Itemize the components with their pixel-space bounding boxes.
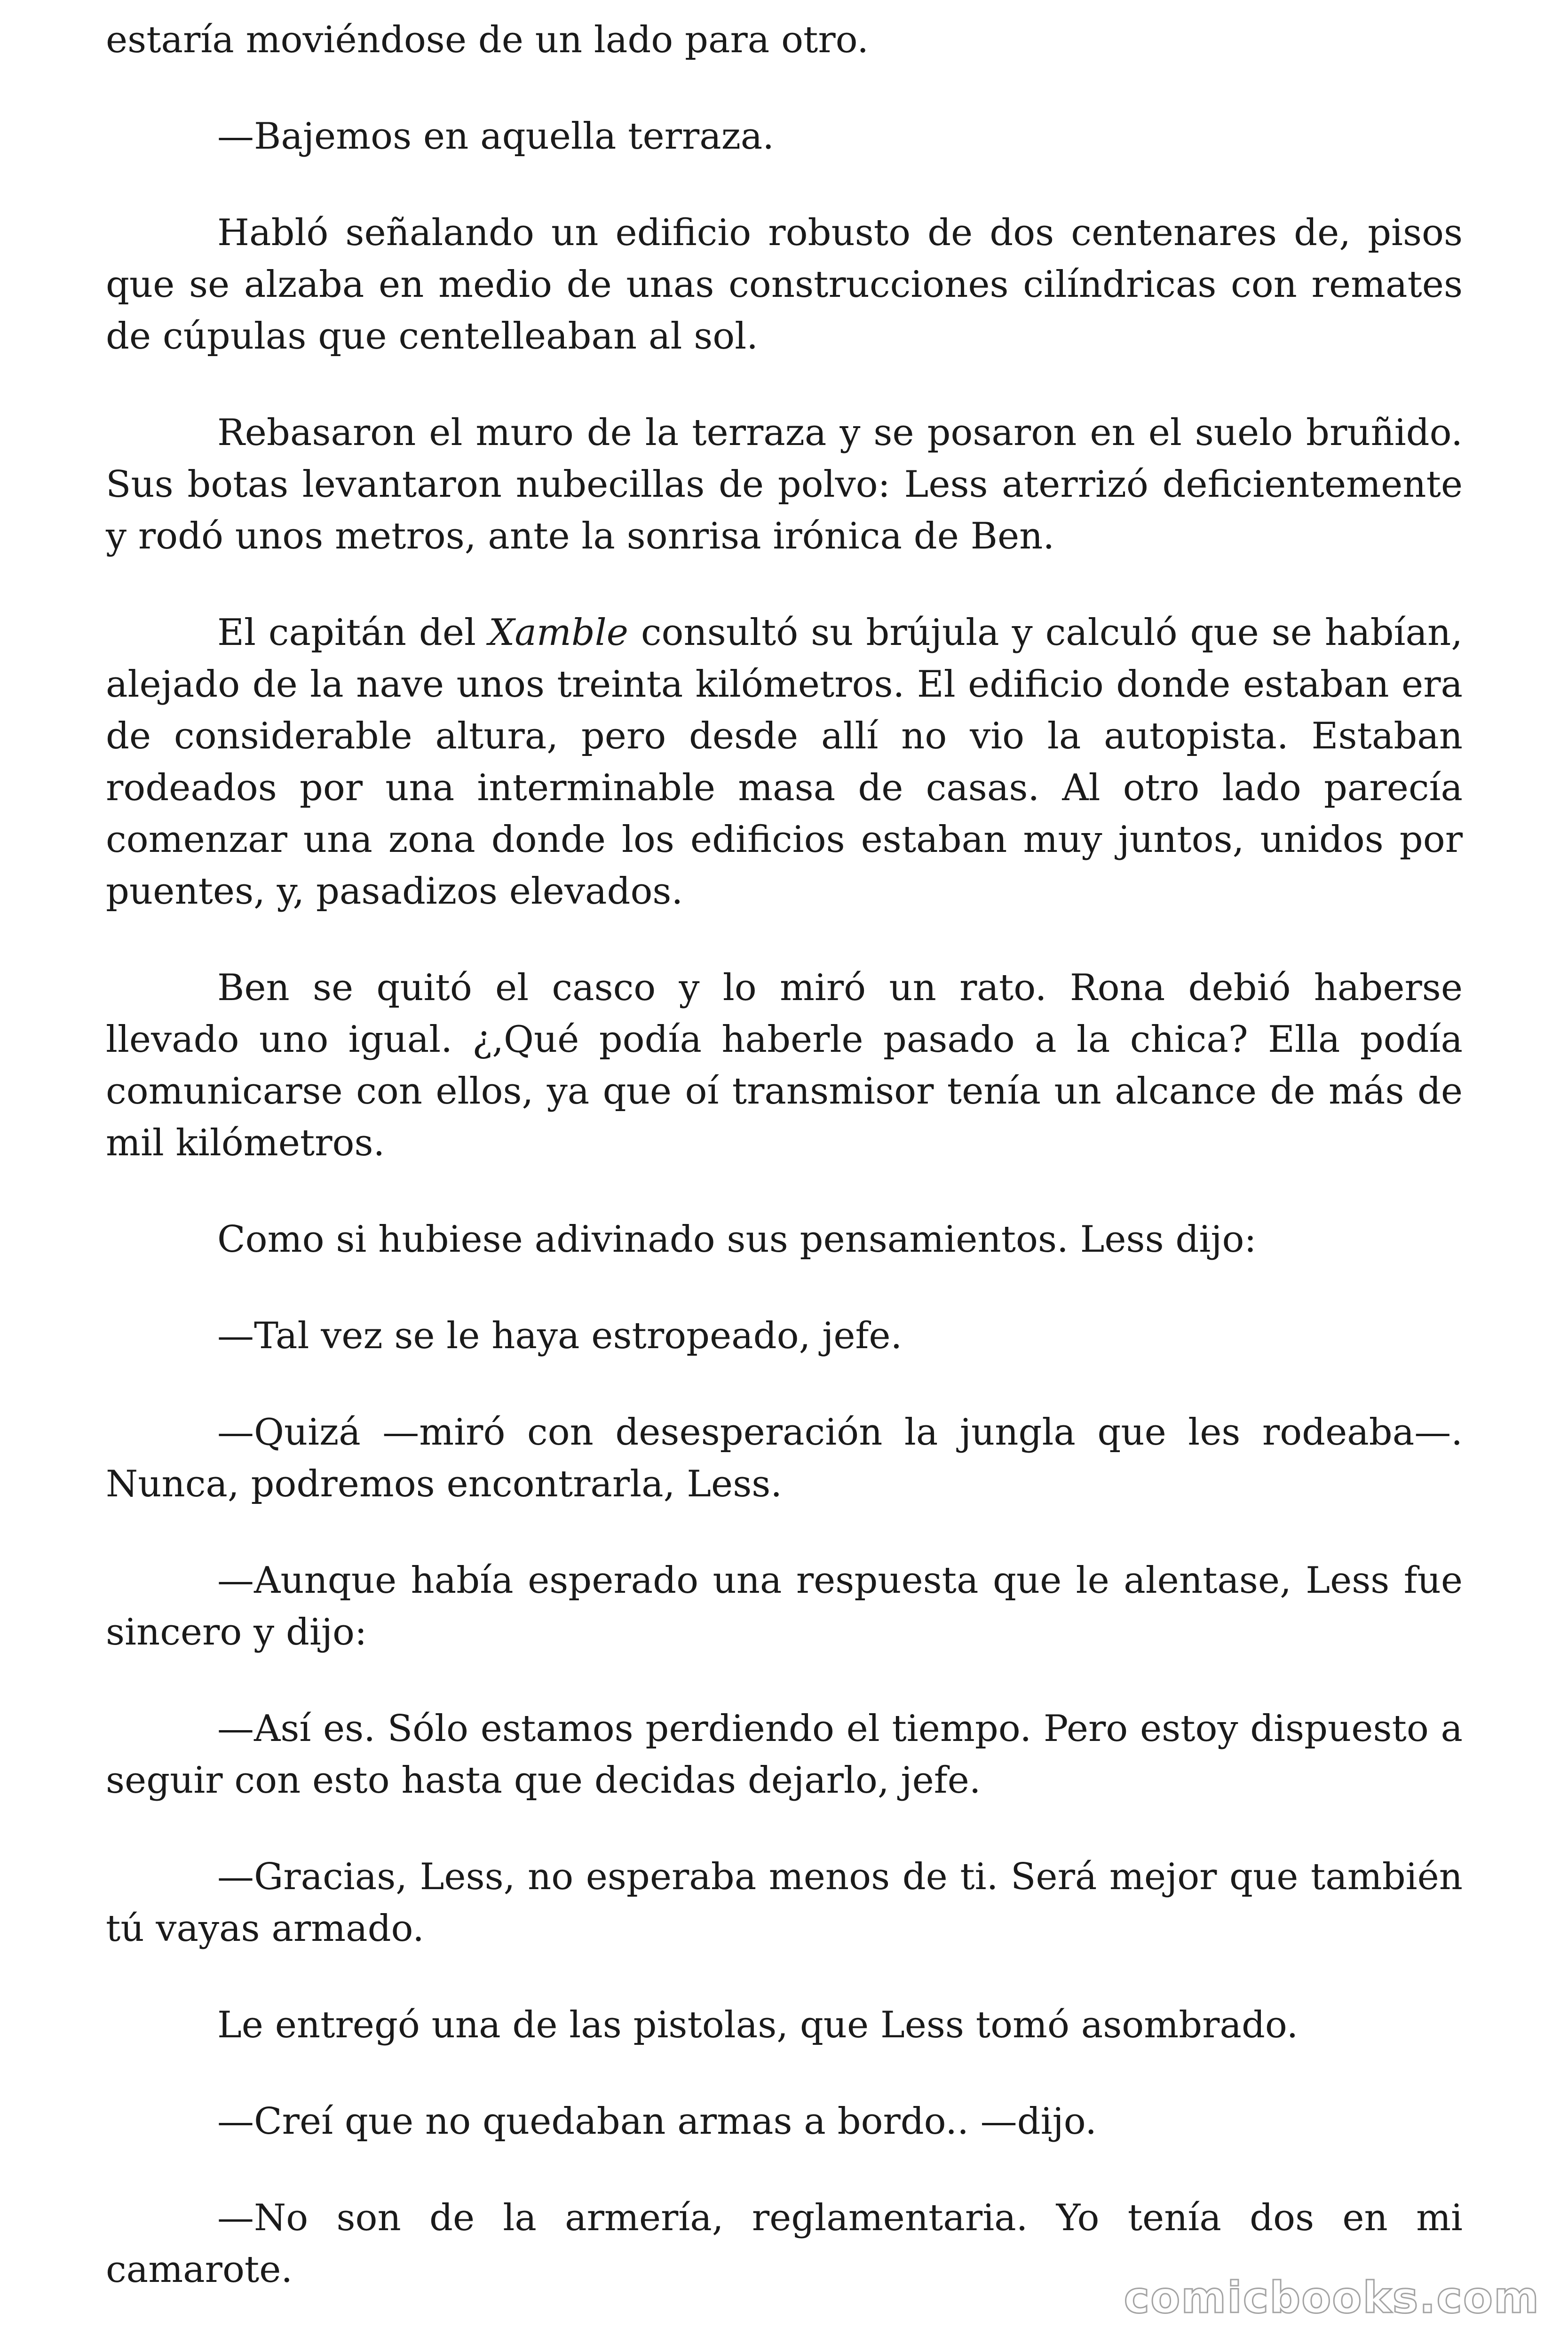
paragraph-text: El capitán del [217, 612, 489, 654]
paragraph: —Creí que no quedaban armas a bordo.. —dijo. [217, 2100, 1097, 2143]
paragraph: —Gracias, Less, no esperaba menos de ti. Será mejor que también tú vayas armado. [106, 1856, 1463, 1950]
paragraph: Ben se quitó el casco y lo miró un rato. Rona debió haberse llevado uno igual. ¿,Qué podía haberle pasado a la chica? Ella podía comunicarse con ellos, ya que oí transmisor tenía un alcance de más de mil kilómetros. [106, 967, 1463, 1164]
paragraph: —No son de la armería, reglamentaria. Yo tenía dos en mi camarote. [106, 2197, 1463, 2291]
paragraph: —Así es. Sólo estamos perdiendo el tiempo. Pero estoy dispuesto a seguir con esto hasta que decidas dejarlo, jefe. [106, 1708, 1463, 1802]
paragraph: estaría moviéndose de un lado para otro. [106, 19, 869, 61]
paragraph: —Quizá —miró con desesperación la jungla que les rodeaba—. Nunca, podremos encontrarla, Less. [106, 1411, 1463, 1505]
paragraph: —Aunque había esperado una respuesta que le alentase, Less fue sincero y dijo: [106, 1559, 1463, 1653]
paragraph: Rebasaron el muro de la terraza y se posaron en el suelo bruñido. Sus botas levantaron nubecillas de polvo: Less aterrizó deficientemente y rodó unos metros, ante la sonrisa irónica de Ben. [106, 412, 1463, 557]
book-page [106, 14, 1463, 2296]
paragraph [106, 607, 1463, 917]
paragraph: —Bajemos en aquella terraza. [217, 115, 775, 158]
paragraph: —Tal vez se le haya estropeado, jefe. [217, 1315, 903, 1357]
watermark-logo: comicbooks.com [1124, 2273, 1540, 2323]
paragraph-text: consultó su brújula y calculó que se habían, alejado de la nave unos treinta kilómetros. El edificio donde estaban era de considerable altura, pero desde allí no vio la autopista. Estaban rodeados por una interminable masa de casas. Al otro lado parecía comenzar una zona donde los edificios estaban muy juntos, unidos por puentes, y, pasadizos elevados. [106, 612, 1463, 913]
paragraph: Habló señalando un edificio robusto de dos centenares de, pisos que se alzaba en medio de unas construcciones cilíndricas con remates de cúpulas que centelleaban al sol. [106, 212, 1463, 358]
ship-name-italic: Xamble [488, 612, 628, 654]
paragraph: Como si hubiese adivinado sus pensamientos. Less dijo: [217, 1218, 1257, 1261]
paragraph: Le entregó una de las pistolas, que Less tomó asombrado. [217, 2004, 1299, 2046]
